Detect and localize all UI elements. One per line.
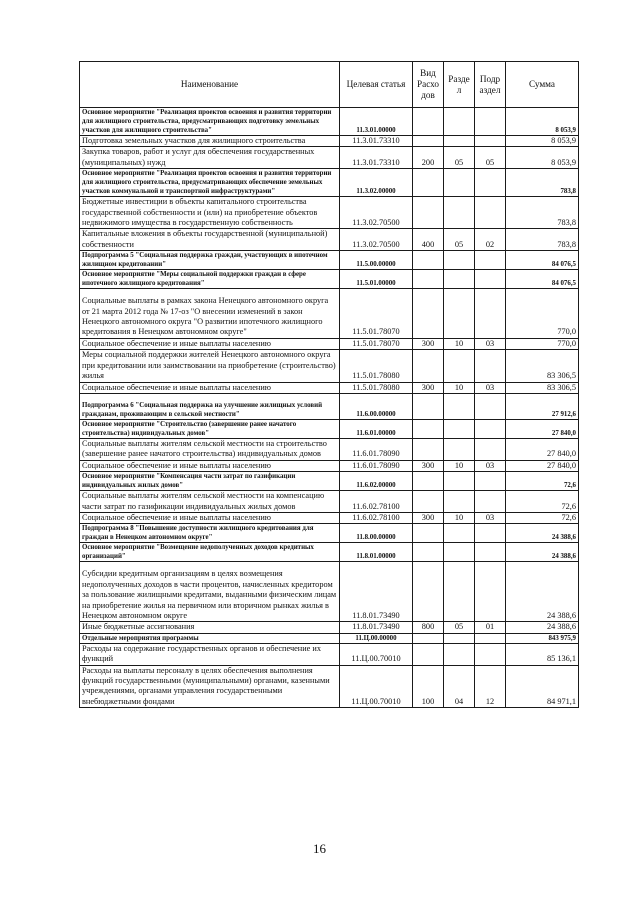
cell-razdel xyxy=(444,251,475,270)
cell-summa: 84 076,5 xyxy=(506,270,579,289)
table-row xyxy=(80,147,579,169)
cell-summa: 24 388,6 xyxy=(506,622,579,633)
table-row xyxy=(80,622,579,633)
table-row xyxy=(80,472,579,491)
cell-summa: 72,6 xyxy=(506,491,579,513)
cell-summa: 27 912,6 xyxy=(506,393,579,419)
cell-razdel xyxy=(444,562,475,622)
cell-name: Социальные выплаты жителям сельской местности на строительство (завершение ранее начатого строительства) индивидуальных домов xyxy=(80,438,340,460)
cell-razdel xyxy=(444,419,475,438)
cell-name: Бюджетные инвестиции в объекты капитального строительства государственной собственности и (или) на приобретение объектов недвижимого имущества в государственную собственность xyxy=(80,197,340,229)
cell-name: Социальные выплаты жителям сельской местности на компенсацию части затрат по газификации индивидуальных жилых домов xyxy=(80,491,340,513)
cell-podrazdel xyxy=(475,524,506,543)
cell-code: 11.6.01.78090 xyxy=(340,438,413,460)
cell-podrazdel xyxy=(475,289,506,339)
table-row xyxy=(80,169,579,197)
cell-podrazdel xyxy=(475,136,506,147)
cell-summa: 24 388,6 xyxy=(506,524,579,543)
cell-name: Социальное обеспечение и иные выплаты населению xyxy=(80,460,340,471)
table-row xyxy=(80,270,579,289)
cell-vid: 300 xyxy=(413,512,444,523)
cell-podrazdel xyxy=(475,472,506,491)
cell-vid xyxy=(413,438,444,460)
cell-razdel xyxy=(444,472,475,491)
cell-summa: 24 388,6 xyxy=(506,562,579,622)
cell-vid: 100 xyxy=(413,665,444,708)
cell-razdel: 05 xyxy=(444,622,475,633)
cell-code: 11.6.01.78090 xyxy=(340,460,413,471)
cell-vid xyxy=(413,524,444,543)
table-row xyxy=(80,350,579,382)
cell-podrazdel xyxy=(475,270,506,289)
cell-name: Закупка товаров, работ и услуг для обеспечения государственных (муниципальных) нужд xyxy=(80,147,340,169)
cell-summa: 783,8 xyxy=(506,229,579,251)
cell-name: Субсидии кредитным организациям в целях возмещения недополученных доходов в части процентов, начисленных кредитором за пользование жилищными кредитами, выданными физическим лицам на приобретение жилья на первичном или вторичном рынках жилья в Ненецком автономном округе xyxy=(80,562,340,622)
cell-code: 11.3.01.00000 xyxy=(340,108,413,136)
cell-code: 11.3.02.00000 xyxy=(340,169,413,197)
cell-vid xyxy=(413,393,444,419)
cell-podrazdel xyxy=(475,169,506,197)
cell-summa: 85 136,1 xyxy=(506,643,579,665)
cell-code: 11.3.02.70500 xyxy=(340,229,413,251)
cell-razdel xyxy=(444,350,475,382)
cell-summa: 783,8 xyxy=(506,197,579,229)
cell-podrazdel xyxy=(475,393,506,419)
cell-summa: 8 053,9 xyxy=(506,108,579,136)
cell-razdel xyxy=(444,438,475,460)
cell-name: Основное мероприятие "Возмещение недополученных доходов кредитных организаций" xyxy=(80,543,340,562)
cell-summa: 27 840,0 xyxy=(506,460,579,471)
cell-podrazdel: 03 xyxy=(475,382,506,393)
cell-name: Социальное обеспечение и иные выплаты населению xyxy=(80,338,340,349)
cell-code: 11.Ц.00.70010 xyxy=(340,643,413,665)
cell-code: 11.8.01.73490 xyxy=(340,562,413,622)
header-podrazdel: Подр аздел xyxy=(475,62,506,108)
table-row xyxy=(80,562,579,622)
cell-vid xyxy=(413,472,444,491)
cell-code: 11.Ц.00.00000 xyxy=(340,633,413,643)
cell-summa: 83 306,5 xyxy=(506,350,579,382)
cell-name: Основное мероприятие "Реализация проектов освоения и развития территории для жилищного строительства, предусматривающих обеспечение земельных участков коммунальной и транспортной инфраструктурами" xyxy=(80,169,340,197)
cell-code: 11.6.02.00000 xyxy=(340,472,413,491)
cell-podrazdel: 12 xyxy=(475,665,506,708)
cell-vid xyxy=(413,108,444,136)
cell-summa: 84 971,1 xyxy=(506,665,579,708)
cell-razdel xyxy=(444,108,475,136)
table-row xyxy=(80,543,579,562)
header-vid: Вид Расхо дов xyxy=(413,62,444,108)
cell-code: 11.3.02.70500 xyxy=(340,197,413,229)
cell-podrazdel xyxy=(475,438,506,460)
cell-summa: 770,0 xyxy=(506,338,579,349)
cell-summa: 8 053,9 xyxy=(506,136,579,147)
cell-name: Меры социальной поддержки жителей Ненецкого автономного округа при кредитовании или заимствовании на приобретение (строительство) жилья xyxy=(80,350,340,382)
cell-name: Основное мероприятие "Меры социальной поддержки граждан в сфере ипотечного жилищного кредитования" xyxy=(80,270,340,289)
cell-razdel xyxy=(444,197,475,229)
cell-razdel xyxy=(444,289,475,339)
cell-summa: 24 388,6 xyxy=(506,543,579,562)
cell-podrazdel xyxy=(475,251,506,270)
cell-vid xyxy=(413,491,444,513)
cell-podrazdel xyxy=(475,108,506,136)
table-row xyxy=(80,338,579,349)
table-row xyxy=(80,229,579,251)
cell-code: 11.6.00.00000 xyxy=(340,393,413,419)
table-header-row xyxy=(80,62,579,108)
header-code: Целевая статья xyxy=(340,62,413,108)
table-row xyxy=(80,460,579,471)
cell-vid: 800 xyxy=(413,622,444,633)
cell-podrazdel xyxy=(475,419,506,438)
cell-code: 11.6.02.78100 xyxy=(340,512,413,523)
table-row xyxy=(80,108,579,136)
cell-name: Основное мероприятие "Строительство (завершение ранее начатого строительства) индивидуальных домов" xyxy=(80,419,340,438)
cell-podrazdel: 02 xyxy=(475,229,506,251)
cell-code: 11.3.01.73310 xyxy=(340,147,413,169)
cell-vid: 400 xyxy=(413,229,444,251)
cell-name: Социальное обеспечение и иные выплаты населению xyxy=(80,382,340,393)
cell-summa: 27 840,0 xyxy=(506,419,579,438)
cell-code: 11.5.01.78070 xyxy=(340,289,413,339)
table-row xyxy=(80,393,579,419)
cell-summa: 72,6 xyxy=(506,512,579,523)
cell-name: Социальные выплаты в рамках закона Ненецкого автономного округа от 21 марта 2012 года № 17-оз "О внесении изменений в закон Ненецкого автономного округа "О развитии ипотечного жилищного кредитования в Ненецком автономном округе" xyxy=(80,289,340,339)
cell-razdel xyxy=(444,491,475,513)
cell-name: Отдельные мероприятия программы xyxy=(80,633,340,643)
cell-razdel: 10 xyxy=(444,460,475,471)
cell-vid xyxy=(413,289,444,339)
cell-podrazdel xyxy=(475,350,506,382)
cell-code: 11.8.01.73490 xyxy=(340,622,413,633)
cell-vid: 300 xyxy=(413,382,444,393)
cell-summa: 783,8 xyxy=(506,169,579,197)
cell-podrazdel xyxy=(475,633,506,643)
cell-vid xyxy=(413,169,444,197)
cell-vid xyxy=(413,562,444,622)
cell-summa: 770,0 xyxy=(506,289,579,339)
table-row xyxy=(80,633,579,643)
cell-vid: 300 xyxy=(413,338,444,349)
cell-podrazdel xyxy=(475,643,506,665)
table-body xyxy=(80,108,579,708)
cell-vid xyxy=(413,270,444,289)
cell-razdel xyxy=(444,136,475,147)
cell-vid xyxy=(413,197,444,229)
table-row xyxy=(80,643,579,665)
cell-code: 11.8.01.00000 xyxy=(340,543,413,562)
table-row xyxy=(80,438,579,460)
cell-podrazdel: 01 xyxy=(475,622,506,633)
cell-summa: 83 306,5 xyxy=(506,382,579,393)
cell-razdel xyxy=(444,543,475,562)
table-row xyxy=(80,524,579,543)
cell-code: 11.5.00.00000 xyxy=(340,251,413,270)
cell-podrazdel: 03 xyxy=(475,460,506,471)
cell-vid xyxy=(413,251,444,270)
cell-razdel: 05 xyxy=(444,229,475,251)
cell-razdel xyxy=(444,169,475,197)
cell-vid: 200 xyxy=(413,147,444,169)
table-row xyxy=(80,419,579,438)
cell-name: Основное мероприятие "Компенсация части затрат по газификации индивидуальных жилых домов" xyxy=(80,472,340,491)
cell-summa: 84 076,5 xyxy=(506,251,579,270)
cell-code: 11.5.01.78080 xyxy=(340,350,413,382)
cell-podrazdel xyxy=(475,543,506,562)
cell-vid xyxy=(413,633,444,643)
cell-name: Подготовка земельных участков для жилищного строительства xyxy=(80,136,340,147)
table-row xyxy=(80,491,579,513)
cell-name: Подпрограмма 6 "Социальная поддержка на улучшение жилищных условий гражданам, проживающим в сельской местности" xyxy=(80,393,340,419)
cell-razdel: 05 xyxy=(444,147,475,169)
cell-code: 11.6.02.78100 xyxy=(340,491,413,513)
table-row xyxy=(80,197,579,229)
cell-razdel xyxy=(444,524,475,543)
cell-razdel: 10 xyxy=(444,382,475,393)
cell-vid xyxy=(413,350,444,382)
header-summa: Сумма xyxy=(506,62,579,108)
cell-name: Расходы на содержание государственных органов и обеспечение их функций xyxy=(80,643,340,665)
cell-code: 11.5.01.00000 xyxy=(340,270,413,289)
cell-podrazdel xyxy=(475,491,506,513)
cell-podrazdel: 03 xyxy=(475,338,506,349)
cell-name: Основное мероприятие "Реализация проектов освоения и развития территории для жилищного строительства, предусматривающих подготовку земельных участков для жилищного строительства" xyxy=(80,108,340,136)
cell-name: Иные бюджетные ассигнования xyxy=(80,622,340,633)
cell-code: 11.3.01.73310 xyxy=(340,136,413,147)
cell-vid xyxy=(413,419,444,438)
table-row xyxy=(80,382,579,393)
table-row xyxy=(80,289,579,339)
cell-summa: 843 975,9 xyxy=(506,633,579,643)
cell-vid xyxy=(413,136,444,147)
cell-summa: 8 053,9 xyxy=(506,147,579,169)
cell-summa: 72,6 xyxy=(506,472,579,491)
cell-name: Подпрограмма 8 "Повышение доступности жилищного кредитования для граждан в Ненецком автономном округе" xyxy=(80,524,340,543)
cell-razdel: 10 xyxy=(444,338,475,349)
cell-summa: 27 840,0 xyxy=(506,438,579,460)
cell-vid xyxy=(413,643,444,665)
cell-code: 11.8.00.00000 xyxy=(340,524,413,543)
cell-razdel xyxy=(444,633,475,643)
cell-name: Социальное обеспечение и иные выплаты населению xyxy=(80,512,340,523)
cell-name: Подпрограмма 5 "Социальная поддержка граждан, участвующих в ипотечном жилищном кредитовании" xyxy=(80,251,340,270)
table-row xyxy=(80,665,579,708)
cell-razdel xyxy=(444,393,475,419)
table-row xyxy=(80,251,579,270)
cell-podrazdel: 03 xyxy=(475,512,506,523)
cell-podrazdel: 05 xyxy=(475,147,506,169)
header-name: Наименование xyxy=(80,62,340,108)
cell-razdel: 10 xyxy=(444,512,475,523)
table-row xyxy=(80,512,579,523)
cell-name: Капитальные вложения в объекты государственной (муниципальной) собственности xyxy=(80,229,340,251)
page-number: 16 xyxy=(313,841,326,856)
cell-podrazdel xyxy=(475,562,506,622)
cell-name: Расходы на выплаты персоналу в целях обеспечения выполнения функций государственными (муниципальными) органами, казенными учреждениями, органами управления государственными внебюджетными фондами xyxy=(80,665,340,708)
cell-code: 11.Ц.00.70010 xyxy=(340,665,413,708)
cell-code: 11.5.01.78070 xyxy=(340,338,413,349)
cell-code: 11.6.01.00000 xyxy=(340,419,413,438)
budget-table xyxy=(79,61,579,708)
cell-razdel xyxy=(444,643,475,665)
cell-vid: 300 xyxy=(413,460,444,471)
table-row xyxy=(80,136,579,147)
cell-vid xyxy=(413,543,444,562)
cell-razdel: 04 xyxy=(444,665,475,708)
cell-code: 11.5.01.78080 xyxy=(340,382,413,393)
cell-podrazdel xyxy=(475,197,506,229)
header-razdel: Разде л xyxy=(444,62,475,108)
cell-razdel xyxy=(444,270,475,289)
